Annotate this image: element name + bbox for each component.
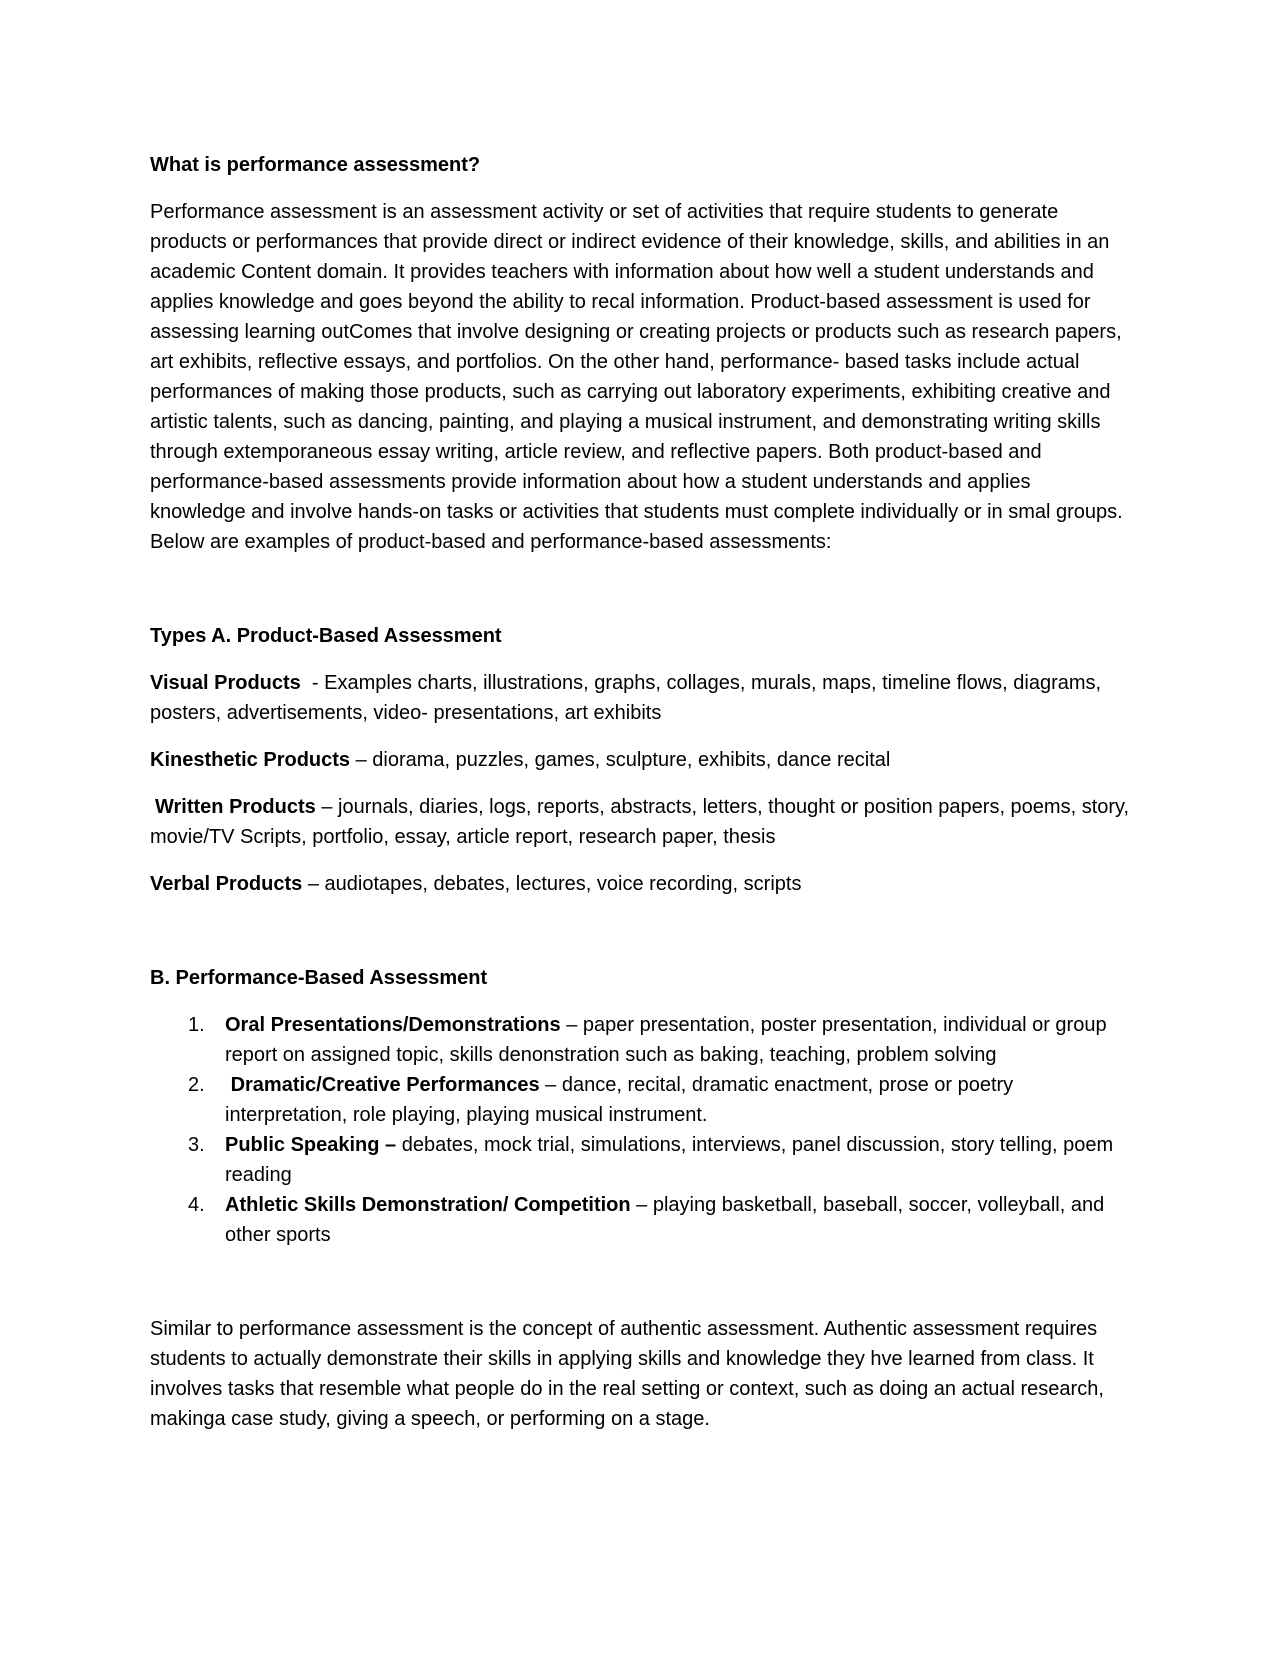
product-item-verbal bbox=[150, 869, 1130, 899]
product-term: Written Products bbox=[155, 796, 316, 818]
product-description: - Examples charts, illustrations, graphs, collages, murals, maps, timeline flows, diagrams, posters, advertisements, video- presentations, art exhibits bbox=[150, 672, 1107, 724]
product-item-visual bbox=[150, 668, 1130, 728]
product-term: Kinesthetic Products bbox=[150, 749, 351, 771]
product-description: – journals, diaries, logs, reports, abstracts, letters, thought or position papers, poems, story, movie/TV Scripts, portfolio, essay, article report, research paper, thesis bbox=[150, 796, 1130, 848]
performance-term: Oral Presentations/Demonstrations bbox=[225, 1014, 561, 1036]
list-item bbox=[150, 1070, 1130, 1130]
performance-description: – playing basketball, baseball, soccer, volleyball, and other sports bbox=[225, 1194, 1105, 1246]
list-item bbox=[150, 1010, 1130, 1070]
list-number: 2. bbox=[188, 1074, 205, 1096]
product-term: Visual Products bbox=[150, 672, 301, 694]
list-number: 4. bbox=[188, 1194, 205, 1216]
list-number: 1. bbox=[188, 1014, 205, 1036]
closing-paragraph: Similar to performance assessment is the concept of authentic assessment. Authentic assessment requires students to actually demonstrate their skills in applying skills and knowledge they hve learned from class. It involves tasks that resemble what people do in the real setting or context, such as doing an actual research, makinga case study, giving a speech, or performing on a stage. bbox=[150, 1318, 1104, 1430]
performance-term: Athletic Skills Demonstration/ Competition bbox=[225, 1194, 631, 1216]
product-term: Verbal Products bbox=[150, 873, 303, 895]
product-item-written bbox=[150, 792, 1130, 852]
document-title: What is performance assessment? bbox=[150, 154, 481, 176]
performance-term: Public Speaking – bbox=[225, 1134, 397, 1156]
spacer bbox=[150, 1250, 1130, 1314]
document-page bbox=[150, 150, 1130, 1451]
product-item-kinesthetic bbox=[150, 745, 1130, 775]
section-a-heading: Types A. Product-Based Assessment bbox=[150, 625, 502, 647]
performance-description: – dance, recital, dramatic enactment, prose or poetry interpretation, role playing, playing musical instrument. bbox=[225, 1074, 1014, 1126]
performance-term: Dramatic/Creative Performances bbox=[225, 1074, 540, 1096]
spacer bbox=[150, 916, 1130, 963]
list-item bbox=[150, 1190, 1130, 1250]
performance-description: – paper presentation, poster presentation, individual or group report on assigned topic, skills denonstration such as baking, teaching, problem solving bbox=[225, 1014, 1107, 1066]
performance-list bbox=[150, 1010, 1130, 1250]
product-description: – audiotapes, debates, lectures, voice recording, scripts bbox=[302, 873, 802, 895]
intro-paragraph: Performance assessment is an assessment activity or set of activities that require students to generate products or performances that provide direct or indirect evidence of their knowledge, skills, and abilities in an academic Content domain. It provides teachers with information about how well a student understands and applies knowledge and goes beyond the ability to recal information. Product-based assessment is used for assessing learning outComes that involve designing or creating projects or products such as research papers, art exhibits, reflective essays, and portfolios. On the other hand, performance- based tasks include actual performances of making those products, such as carrying out laboratory experiments, exhibiting creative and artistic talents, such as dancing, painting, and playing a musical instrument, and demonstrating writing skills through extemporaneous essay writing, article review, and reflective papers. Both product-based and performance-based assessments provide information about how a student understands and applies knowledge and involve hands-on tasks or activities that students must complete individually or in smal groups. Below are examples of product-based and performance-based assessments: bbox=[150, 201, 1123, 553]
product-description: – diorama, puzzles, games, sculpture, exhibits, dance recital bbox=[350, 749, 891, 771]
performance-description: debates, mock trial, simulations, interviews, panel discussion, story telling, poem reading bbox=[225, 1134, 1114, 1186]
list-item bbox=[150, 1130, 1130, 1190]
spacer bbox=[150, 574, 1130, 621]
list-number: 3. bbox=[188, 1134, 205, 1156]
section-b-heading: B. Performance-Based Assessment bbox=[150, 967, 488, 989]
